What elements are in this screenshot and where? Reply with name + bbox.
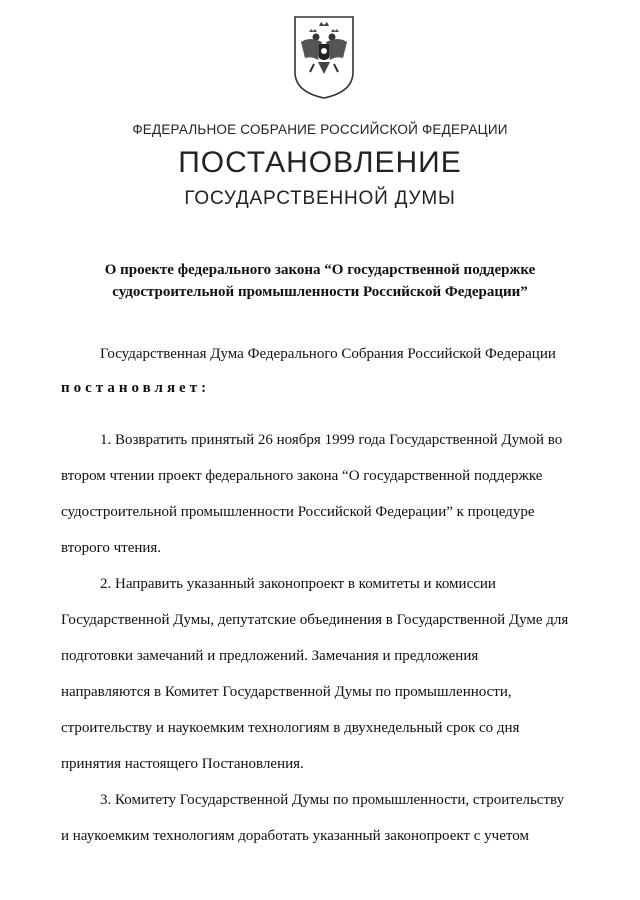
subject-line: судостроительной промышленности Российской Федерации”: [112, 284, 528, 300]
subject-line: О проекте федерального закона “О государственной поддержке: [104, 262, 536, 278]
paragraph-line: 2. Направить указанный законопроект в комитеты и комиссии: [100, 576, 496, 592]
paragraph-line: 3. Комитету Государственной Думы по промышленности, строительству: [100, 792, 565, 808]
document-type: ПОСТАНОВЛЕНИЕ: [178, 146, 462, 179]
paragraph-line: втором чтении проект федерального закона “О государственной поддержке: [61, 468, 543, 484]
paragraph-line: подготовки замечаний и предложений. Замечания и предложения: [61, 648, 479, 664]
preamble-line: Государственная Дума Федерального Собрания Российской Федерации: [100, 346, 556, 362]
paragraph-line: направляются в Комитет Государственной Думы по промышленности,: [61, 684, 512, 700]
paragraph-line: судостроительной промышленности Российской Федерации” к процедуре: [61, 504, 535, 520]
organization-name: ФЕДЕРАЛЬНОЕ СОБРАНИЕ РОССИЙСКОЙ ФЕДЕРАЦИИ: [132, 122, 508, 137]
russian-coat-of-arms-icon: [292, 14, 356, 100]
document-subject: [60, 259, 580, 303]
paragraph-line: второго чтения.: [61, 540, 162, 556]
resolves-keyword: постановляет:: [61, 380, 211, 396]
paragraph-line: принятия настоящего Постановления.: [61, 756, 304, 772]
paragraph-line: Государственной Думы, депутатские объединения в Государственной Думе для: [61, 612, 569, 628]
paragraph-line: 1. Возвратить принятый 26 ноября 1999 года Государственной Думой во: [100, 432, 563, 448]
paragraph-line: и наукоемким технологиям доработать указанный законопроект с учетом: [61, 828, 529, 844]
issuer-name: ГОСУДАРСТВЕННОЙ ДУМЫ: [184, 188, 456, 209]
paragraph-line: строительству и наукоемким технологиям в двухнедельный срок со дня: [61, 720, 520, 736]
